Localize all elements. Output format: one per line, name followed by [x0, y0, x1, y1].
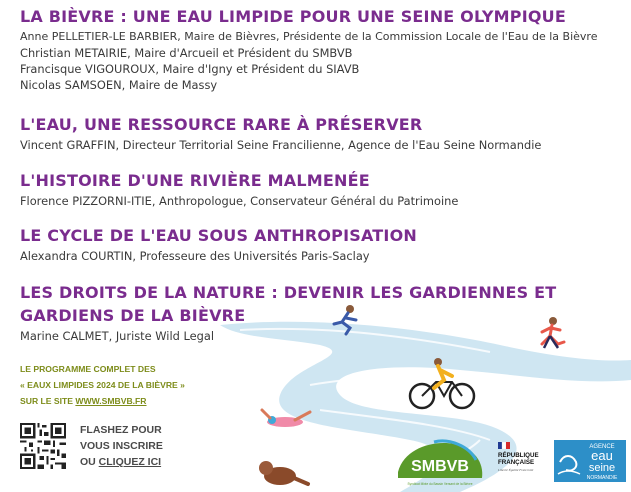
section-title: L'EAU, UNE RESSOURCE RARE À PRÉSERVER	[20, 115, 423, 134]
section-title: L'HISTOIRE D'UNE RIVIÈRE MALMENÉE	[20, 171, 370, 190]
speaker: Vincent GRAFFIN, Directeur Territorial Seine Francilienne, Agence de l'Eau Seine Normandie	[20, 138, 542, 152]
section-histoire	[20, 170, 623, 209]
rf-line1: RÉPUBLIQUE	[498, 452, 539, 459]
section-droits	[20, 282, 623, 344]
smbvb-logo-text: SMBVB	[411, 458, 469, 475]
section-bievre	[20, 6, 623, 93]
register-prompt	[80, 422, 163, 470]
speaker: Florence PIZZORNI-ITIE, Anthropologue, Conservateur Général du Patrimoine	[20, 194, 459, 208]
aesn-line4: NORMANDIE	[586, 475, 618, 481]
speaker: Marine CALMET, Juriste Wild Legal	[20, 329, 214, 343]
speaker: Francisque VIGOUROUX, Maire d'Igny et Président du SIAVB	[20, 62, 360, 76]
flash-line2: VOUS INSCRIRE	[80, 440, 163, 452]
qr-code-icon[interactable]	[20, 423, 66, 469]
aesn-line2: eau	[591, 448, 613, 463]
speaker: Anne PELLETIER-LE BARBIER, Maire de Bièvres, Présidente de la Commission Locale de l'Eau de la Bièvre	[20, 30, 598, 43]
speaker: Nicolas SAMSOEN, Maire de Massy	[20, 78, 218, 92]
click-here-link[interactable]: CLIQUEZ ICI	[98, 456, 162, 468]
speaker: Alexandra COURTIN, Professeure des Universités Paris-Saclay	[20, 249, 370, 263]
section-title: LE CYCLE DE L'EAU SOUS ANTHROPISATION	[20, 226, 417, 245]
agence-eau-seine-normandie-logo	[554, 440, 626, 482]
rf-motto: Liberté Égalité Fraternité	[498, 468, 534, 472]
aesn-line1: AGENCE	[589, 444, 615, 450]
rf-line2: FRANÇAISE	[498, 459, 535, 466]
section-ressource	[20, 114, 623, 153]
otter-icon	[259, 461, 308, 485]
programme-line1: LE PROGRAMME COMPLET DES	[20, 364, 156, 374]
site-link[interactable]: WWW.SMBVB.FR	[75, 396, 147, 406]
section-title-line2: GARDIENS DE LA BIÈVRE	[20, 306, 246, 325]
republique-francaise-logo	[494, 440, 544, 480]
smbvb-logo-subtext: Syndicat Mixte du Bassin Versant de la Bièvre	[407, 482, 473, 486]
section-title-line1: LES DROITS DE LA NATURE : DEVENIR LES GARDIENNES ET	[20, 283, 557, 302]
smbvb-logo	[394, 438, 486, 488]
section-title: LA BIÈVRE : UNE EAU LIMPIDE POUR UNE SEINE OLYMPIQUE	[20, 7, 567, 26]
flash-line1: FLASHEZ POUR	[80, 424, 162, 436]
programme-info	[20, 361, 185, 409]
programme-line2: « EAUX LIMPIDES 2024 DE LA BIÈVRE »	[20, 380, 185, 390]
programme-line3: SUR LE SITE WWW.SMBVB.FR	[20, 396, 147, 406]
flash-line3: OU CLIQUEZ ICI	[80, 456, 162, 468]
aesn-line3: seine	[588, 462, 616, 474]
section-cycle	[20, 225, 623, 264]
speaker: Christian METAIRIE, Maire d'Arcueil et Président du SMBVB	[20, 46, 353, 60]
